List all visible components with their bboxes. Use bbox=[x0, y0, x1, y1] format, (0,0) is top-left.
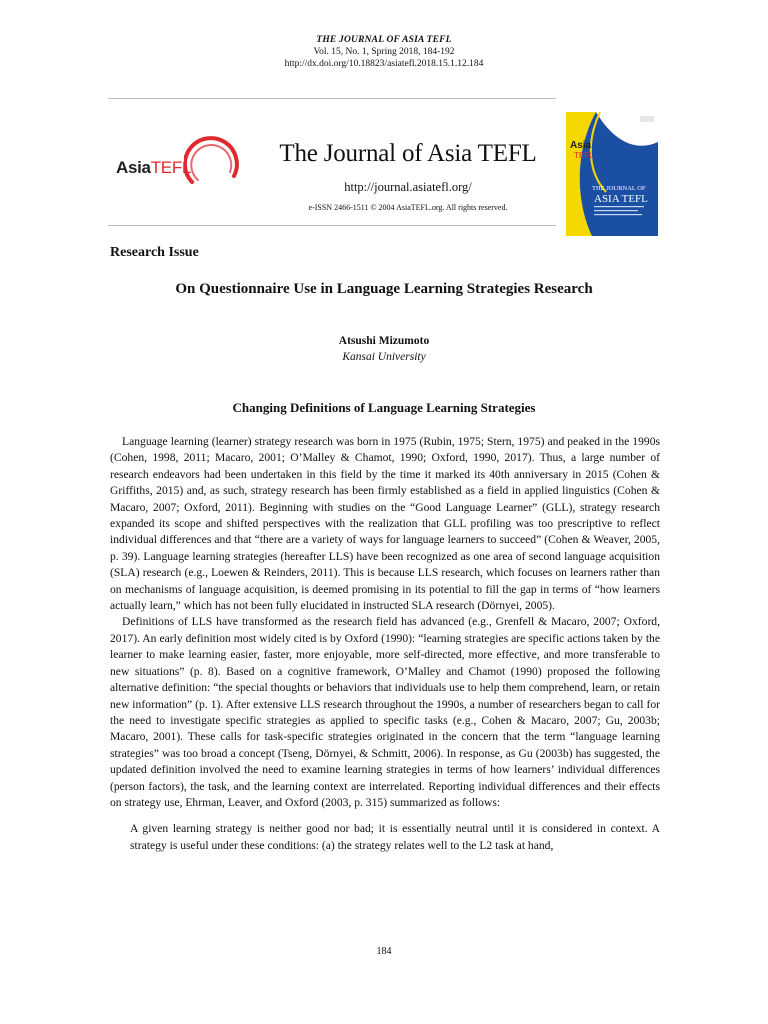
running-head-volume: Vol. 15, No. 1, Spring 2018, 184-192 bbox=[313, 47, 455, 57]
logo-tefl: TEFL bbox=[150, 158, 192, 177]
cover-journal-line: THE JOURNAL OF bbox=[592, 185, 646, 192]
logo-arc-icon bbox=[184, 136, 240, 192]
body-paragraph: Language learning (learner) strategy research was born in 1975 (Rubin, 1975; Stern, 1975) and peaked in the 1990s (Cohen, 1998, 2011; Macaro, 2001; O’Malley & Chamot, 1990; Oxford, 1990, 2017). Thus, a large number of research endeavors had been undertaken in this field by the time it marked its 40th anniversary in 2015 (Cohen & Griffiths, 2015) and, as such, strategy research has been firmly established as a field in applied linguistics (Cohen & Macaro, 2007; Oxford, 2011). Beginning with studies on the “Good Language Learner” (GLL), strategy research expanded its scope and shifted perspectives with the realization that GLL profiling was too prescriptive to reflect individual differences and that “there are a variety of ways for language learners to succeed” (Cohen & Weaver, 2005, p. 39). Language learning strategies (hereafter LLS) have been recognized as one area of second language acquisition (SLA) research (e.g., Loewen & Reinders, 2011). This is because LLS research, which focuses on learners rather than on mechanisms of language acquisition, is deemed promising in its potential to fill the gap in terms of “how learners actually learn,” which has not been fully elucidated in instructed SLA research (Dörnyei, 2005). bbox=[110, 435, 660, 613]
logo-wordmark bbox=[116, 158, 191, 178]
body-paragraph: Definitions of LLS have transformed as the research field has advanced (e.g., Grenfell & Macaro, 2007; Oxford, 2017). An early definition most widely cited is by Oxford (1990): “learning strategies are specific actions taken by the learner to make learning easier, faster, more enjoyable, more self-directed, more effective, and more transferable to new situations” (p. 8). Based on a cognitive framework, O’Malley and Chamot (1990) proposed the following alternative definition: “the special thoughts or behaviors that individuals use to help them comprehend, learn, or retain new information” (p. 1). After extensive LLS research throughout the 1990s, a number of researchers began to call for the need to investigate specific strategies as applied to specific tasks (e.g., Cohen & Macaro, 2007; Gu, 2003b; Macaro, 2001). These calls for task-specific strategies originated in the concern that the term “language learning strategies” was too broad a concept (Tseng, Dörnyei, & Schmitt, 2006). In response, as Gu (2003b) has suggested, the updated definition involved the need to examine learning strategies in terms of how learners’ individual differences (person factors), the task, and the learning context are interrelated. Reporting individual differences and their effects on strategy use, Ehrman, Leaver, and Oxford (2003, p. 315) summarized as follows: bbox=[110, 615, 660, 809]
masthead-issn: e-ISSN 2466-1511 © 2004 AsiaTEFL.org. All rights reserved. bbox=[308, 203, 508, 212]
masthead-bottom-rule bbox=[108, 225, 556, 226]
author-affiliation: Kansai University bbox=[342, 351, 426, 363]
section-heading: Changing Definitions of Language Learning Strategies bbox=[232, 400, 536, 415]
cover-art-icon bbox=[566, 112, 658, 236]
svg-text:Asia: Asia bbox=[570, 140, 592, 151]
running-head-doi[interactable]: http://dx.doi.org/10.18823/asiatefl.2018.15.1.12.184 bbox=[284, 59, 484, 69]
article-body bbox=[110, 434, 660, 854]
article-title: On Questionnaire Use in Language Learning Strategies Research bbox=[175, 281, 593, 297]
page-number: 184 bbox=[376, 946, 392, 957]
masthead-url[interactable]: http://journal.asiatefl.org/ bbox=[344, 180, 472, 194]
running-head bbox=[0, 34, 768, 70]
author-name: Atsushi Mizumoto bbox=[338, 335, 430, 347]
block-quote: A given learning strategy is neither good nor bad; it is essentially neutral until it is considered in context. A strategy is useful under these conditions: (a) the strategy relates well to the L2 task at hand, bbox=[130, 822, 660, 852]
running-head-journal: THE JOURNAL OF ASIA TEFL bbox=[316, 35, 452, 45]
logo-asia: Asia bbox=[116, 158, 151, 177]
svg-text:TEFL: TEFL bbox=[574, 151, 594, 160]
cover-title: ASIA TEFL bbox=[594, 193, 648, 205]
section-label: Research Issue bbox=[110, 245, 199, 260]
masthead-top-rule bbox=[108, 98, 556, 99]
asiatefl-logo bbox=[116, 136, 240, 196]
masthead-title: The Journal of Asia TEFL bbox=[279, 140, 537, 167]
journal-cover-image bbox=[566, 112, 658, 236]
